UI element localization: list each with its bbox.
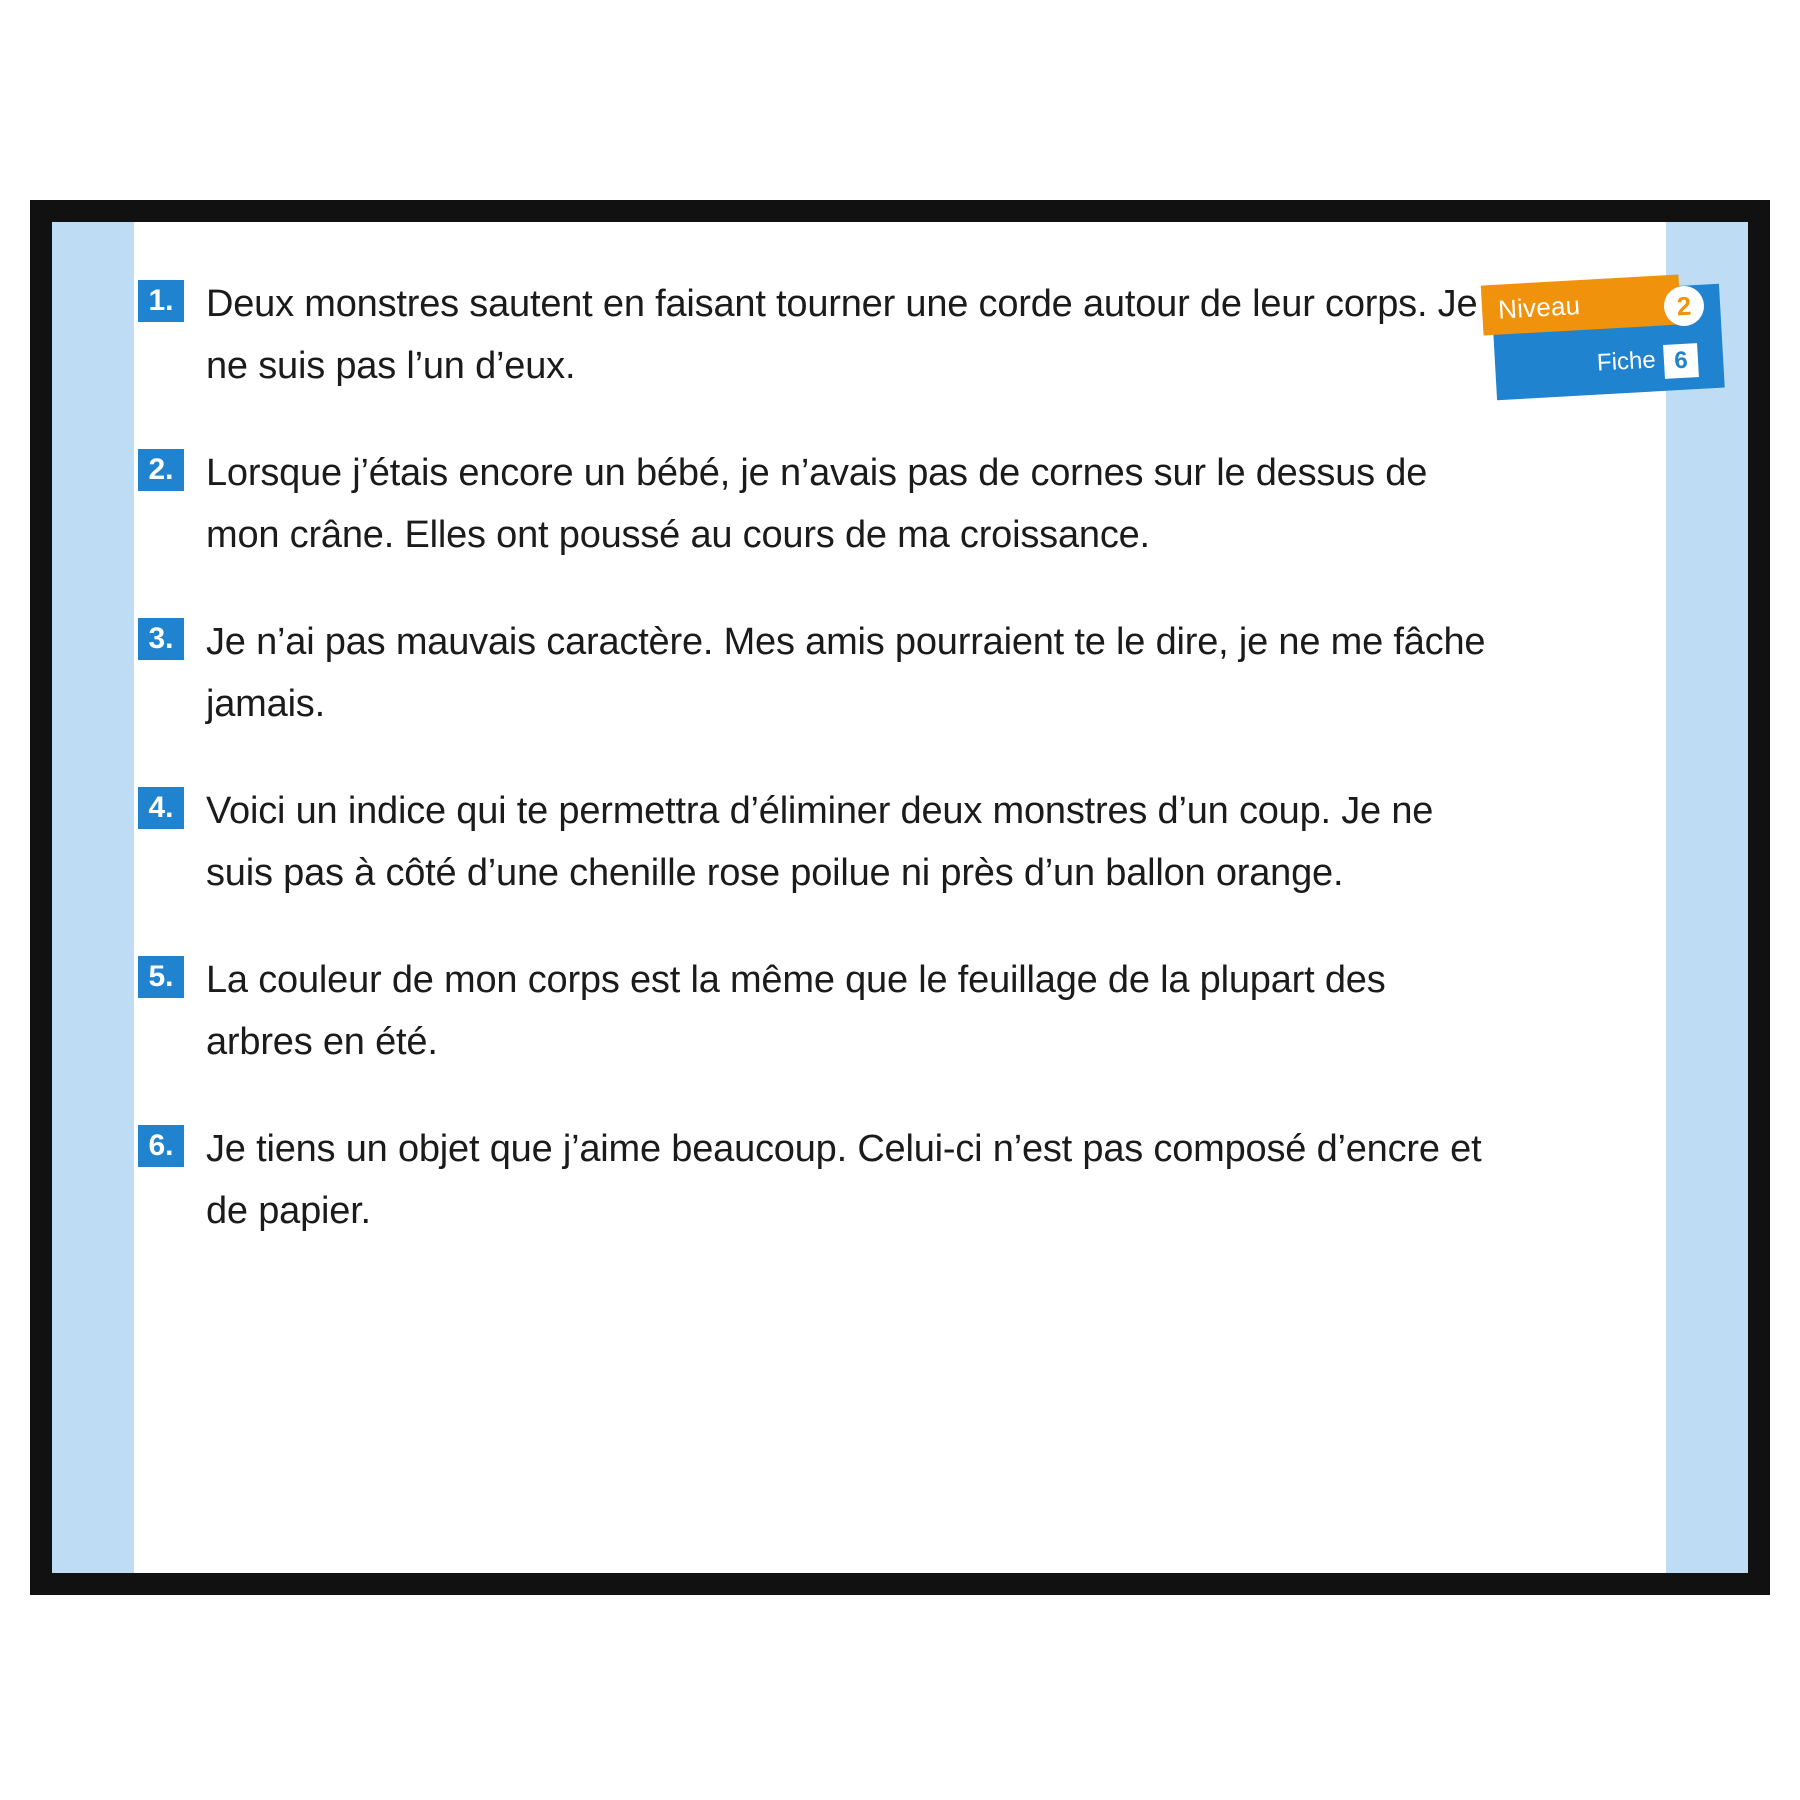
clue-number: 4.	[138, 787, 184, 829]
clue-card-frame	[30, 200, 1770, 1595]
clue-card	[52, 222, 1748, 1573]
clue-text: Je tiens un objet que j’aime beaucoup. Celui-ci n’est pas composé d’encre et de papier.	[206, 1128, 1482, 1233]
clue-number: 2.	[138, 449, 184, 491]
level-value: 2	[1663, 285, 1705, 327]
list-item	[138, 950, 1688, 1073]
list-item	[138, 274, 1688, 397]
clue-number: 3.	[138, 618, 184, 660]
list-item	[138, 781, 1688, 904]
clue-text: Deux monstres sautent en faisant tourner une corde autour de leur corps. Je ne suis pas l’un d’eux.	[206, 283, 1478, 387]
clue-text: Je n’ai pas mauvais caractère. Mes amis pourraient te le dire, je ne me fâche jamais.	[206, 621, 1486, 725]
level-label: Niveau	[1481, 275, 1681, 336]
clue-number: 6.	[138, 1125, 184, 1167]
list-item	[138, 1119, 1688, 1242]
clue-text: Voici un indice qui te permettra d’éliminer deux monstres d’un coup. Je ne suis pas à côté d’une chenille rose poilue ni près d’un ballon orange.	[206, 790, 1434, 894]
sheet-label: Fiche	[1596, 346, 1657, 377]
list-item	[138, 443, 1688, 566]
sheet-value: 6	[1663, 343, 1699, 379]
clue-number: 1.	[138, 280, 184, 322]
clue-text: La couleur de mon corps est la même que le feuillage de la plupart des arbres en été.	[206, 959, 1386, 1063]
list-item	[138, 612, 1688, 735]
clue-number: 5.	[138, 956, 184, 998]
level-badge	[1482, 274, 1722, 404]
clue-text: Lorsque j’étais encore un bébé, je n’avais pas de cornes sur le dessus de mon crâne. Elles ont poussé au cours de ma croissance.	[206, 452, 1428, 556]
